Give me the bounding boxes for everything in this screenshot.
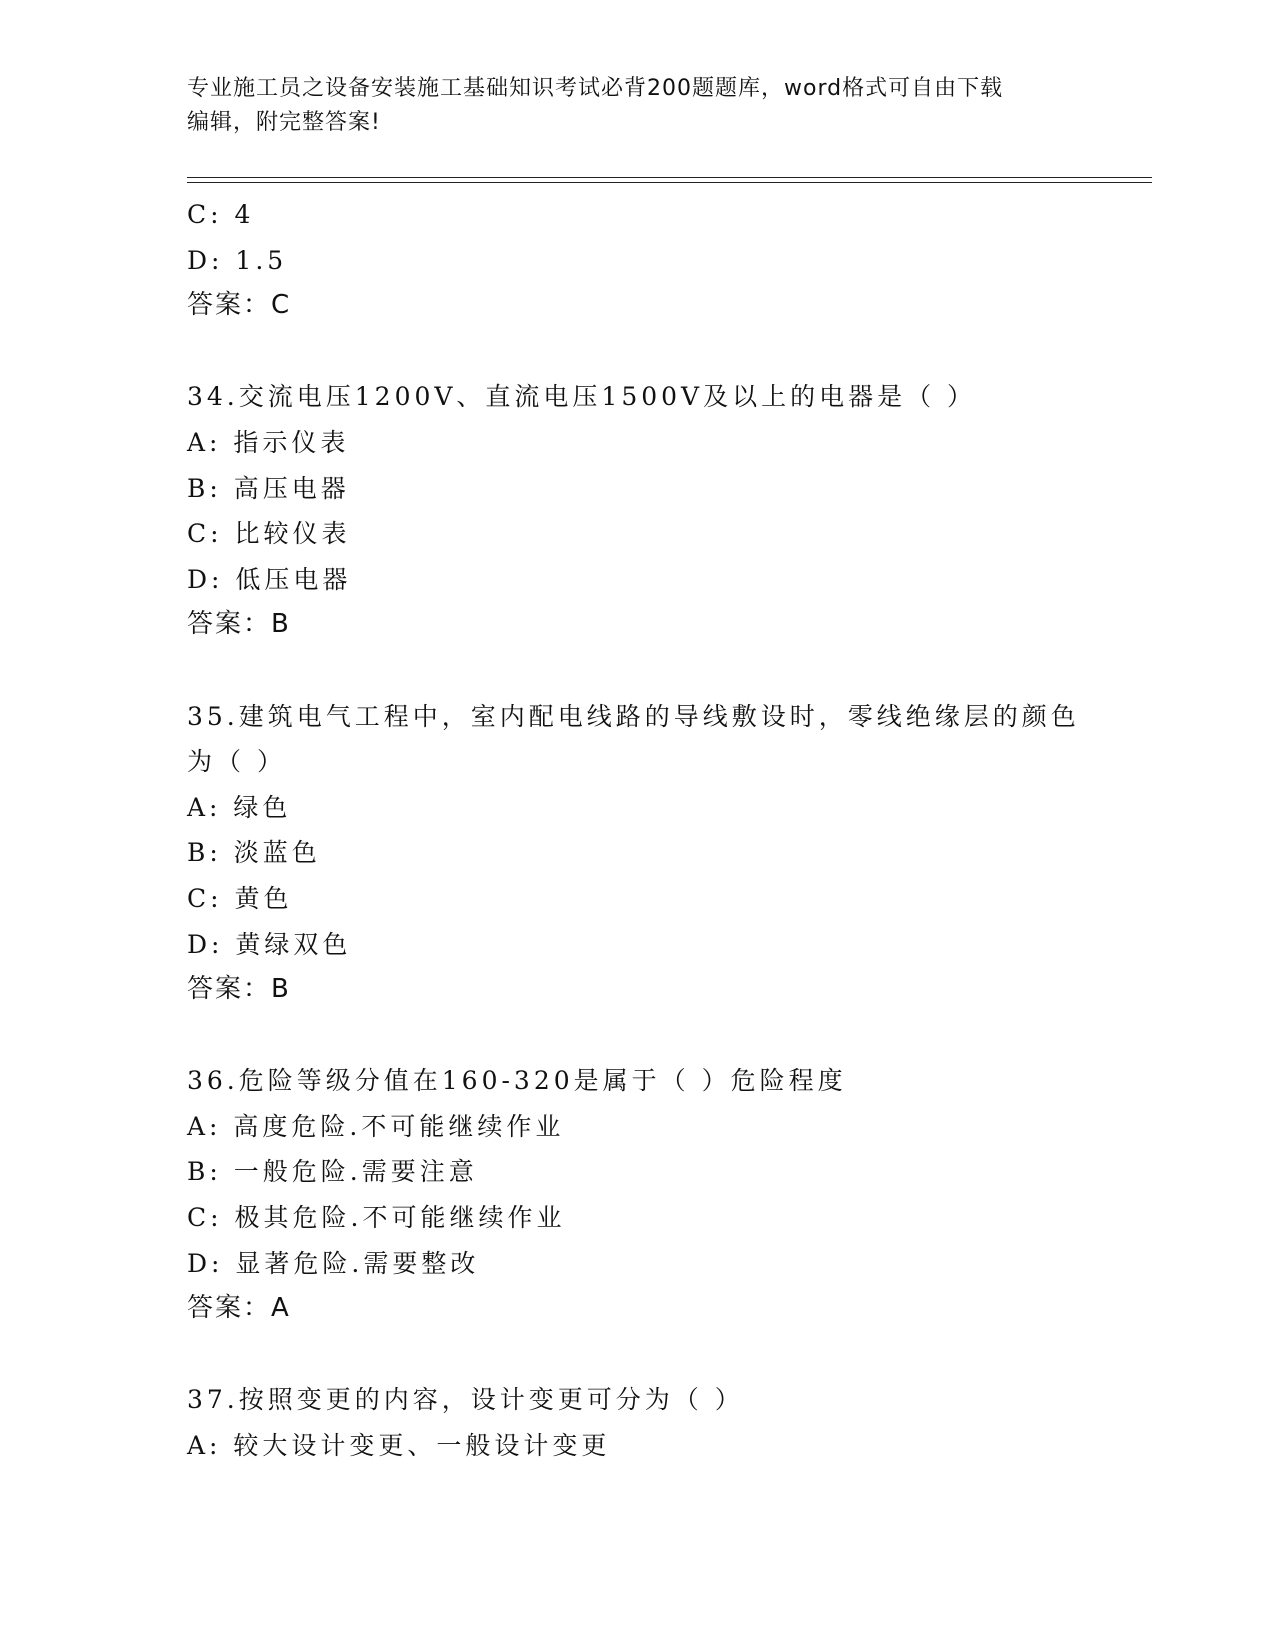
option-d: D: 低压电器 [187, 564, 352, 594]
option-b: B: 淡蓝色 [187, 838, 321, 868]
option-c: C: 比较仪表 [187, 519, 351, 549]
question-36: 36.危险等级分值在160-320是属于（ ）危险程度 [187, 1066, 847, 1096]
option-a: A: 指示仪表 [187, 427, 350, 457]
question-content [187, 192, 1087, 1469]
option-a: A: 较大设计变更、一般设计变更 [187, 1431, 611, 1461]
option-c: C: 4 [187, 200, 255, 229]
spacer [187, 1013, 1087, 1059]
answer-line: 答案：C [187, 290, 292, 321]
option-b: B: 一般危险.需要注意 [187, 1157, 478, 1187]
document-header [187, 72, 1087, 140]
answer-line: 答案：A [187, 1293, 291, 1324]
answer-line: 答案：B [187, 974, 291, 1005]
option-d: D: 1.5 [187, 245, 288, 275]
question-35: 35.建筑电气工程中，室内配电线路的导线敷设时，零线绝缘层的颜色 [187, 701, 1080, 731]
header-rule-top [187, 177, 1152, 178]
spacer [187, 648, 1087, 694]
question-37: 37.按照变更的内容，设计变更可分为（ ） [187, 1385, 744, 1415]
option-b: B: 高压电器 [187, 473, 350, 503]
header-rule-bottom [187, 182, 1152, 183]
spacer [187, 1332, 1087, 1378]
option-c: C: 黄色 [187, 883, 293, 913]
option-d: D: 黄绿双色 [187, 929, 352, 959]
question-34: 34.交流电压1200V、直流电压1500V及以上的电器是（ ） [187, 382, 977, 412]
option-a: A: 高度危险.不可能继续作业 [187, 1111, 565, 1141]
header-line-2: 编辑，附完整答案! [187, 110, 381, 135]
answer-line: 答案：B [187, 609, 291, 640]
option-c: C: 极其危险.不可能继续作业 [187, 1203, 566, 1233]
header-line-1: 专业施工员之设备安装施工基础知识考试必背200题题库，word格式可自由下载 [187, 76, 1004, 101]
option-a: A: 绿色 [187, 792, 292, 822]
spacer [187, 329, 1087, 375]
option-d: D: 显著危险.需要整改 [187, 1248, 480, 1278]
question-35-continued: 为（ ） [187, 747, 286, 777]
